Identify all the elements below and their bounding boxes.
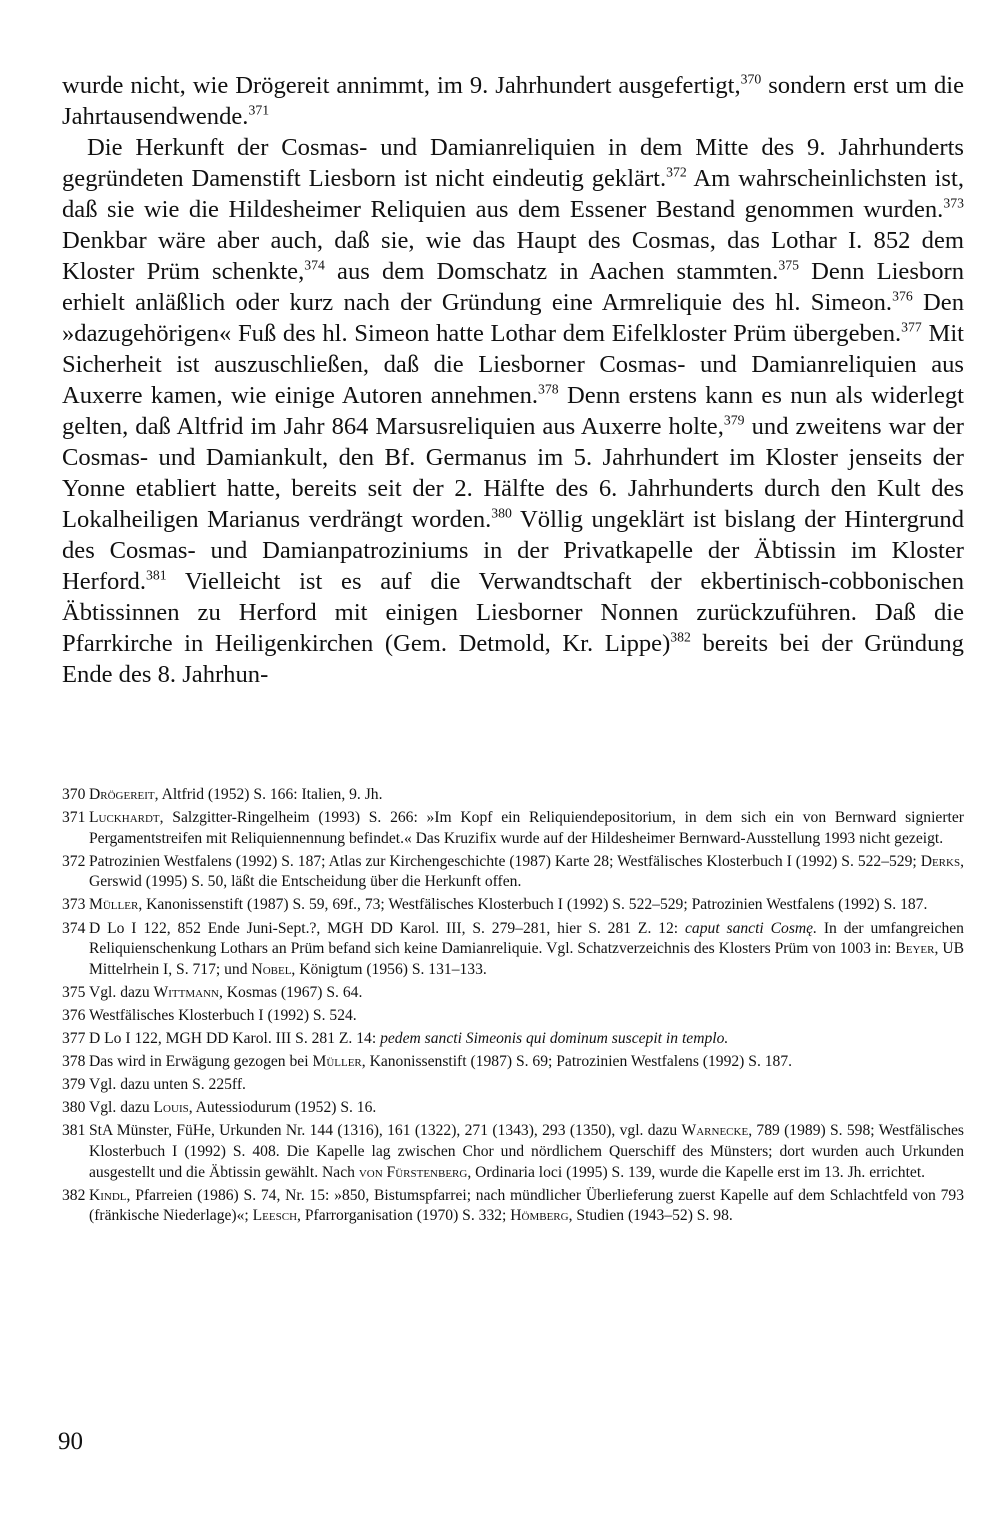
footnote-number: 376 [62,1006,86,1024]
body-note-ref: 373 [943,195,964,211]
footnote-author-name: Louis [153,1099,189,1117]
footnote-number: 372 [62,852,86,870]
body-note-ref: 371 [248,102,270,118]
footnote-author-name: Leesch [252,1207,298,1225]
footnote-text: , Pfarreien (1986) S. 74, Nr. 15: »850, Bistumspfarrei; nach mündlicher Überlieferung zuerst Kapelle auf dem Schlachtfeld von 793 (fränkische Niederlage)«; [89,1186,964,1225]
footnote-author-name: von Fürstenberg [358,1163,468,1181]
footnote-text: , Pfarrorganisation (1970) S. 332; [297,1207,511,1225]
footnote-text: , Autessiodurum (1952) S. 16. [188,1099,377,1117]
body-note-ref: 376 [892,288,913,304]
footnote-text: , Kosmas (1967) S. 64. [218,983,363,1001]
footnote-text: In der umfangreichen Reliquienschenkung Lothars an Prüm befand sich keine Damianreliquie. Vgl. Schatzverzeichnis des Klosters Prüm von 1003 in: [89,919,964,958]
footnote-author-name: Nobel [251,960,292,978]
footnote [62,1006,964,1027]
footnotes-section [62,785,964,1229]
body-note-ref: 382 [670,629,691,645]
footnote-text: , Salzgitter-Ringelheim (1993) S. 266: »Im Kopf ein Reliquiendepositorium, in dem sich ein von Bernward signierter Pergamentstreifen mit Reliquiennennung befindet.« Das Kruzifix wurde auf der Hildesheimer Bernward-Ausstellung 1993 nicht gezeigt. [89,809,964,847]
body-note-ref: 377 [901,319,922,335]
footnote [62,895,964,916]
footnote-text [89,1186,964,1227]
footnote-text: D Lo I 122, 852 Ende Juni-Sept.?, MGH DD Karol. III, S. 279–281, hier S. 281 Z. 12: [89,919,686,937]
footnote-number: 379 [62,1076,86,1094]
footnote-author-name: Müller [89,896,139,914]
footnote-text [89,785,964,806]
footnote-text: , Kanonissenstift (1987) S. 59, 69f., 73; Westfälisches Klosterbuch I (1992) S. 522–529; Patrozinien Westfalens (1992) S. 187. [138,896,928,914]
footnote-text [89,1121,964,1183]
footnote-text: Das wird in Erwägung gezogen bei [89,1053,313,1071]
footnote-text [89,1006,964,1027]
footnote-author-name: Derks [920,852,961,870]
footnote-text: , 789 (1989) S. 598; Westfälisches Klosterbuch I (1992) S. 408. Die Kapelle lag zwischen Chor und nördlichem Querschiff des Münsters; dort wurden auch Urkunden ausgestellt und die Äbtissin gewählt. Nach [89,1122,964,1181]
footnote-text [89,1029,964,1050]
footnote [62,1052,964,1073]
body-text: Völlig ungeklärt ist bislang der Hintergrund des Cosmas- und Damianpatroziniums in der Privatkapelle der Äbtissin im Kloster Herford. [62,506,964,595]
footnote [62,808,964,849]
footnote-number: 377 [62,1030,86,1048]
footnote-text: , UB Mittelrhein I, S. 717; und [89,940,964,978]
footnote-text [89,895,964,916]
body-text: Denn Liesborn erhielt anläßlich oder kurz nach der Gründung eine Armreliquie des hl. Simeon. [62,258,964,316]
footnote-author-name: Hömberg [510,1207,569,1225]
footnote-text [89,1098,964,1119]
footnote-text: , Altfrid (1952) S. 166: Italien, 9. Jh. [154,786,383,803]
footnote-text: Vgl. dazu [89,983,154,1001]
body-note-ref: 372 [666,164,687,180]
footnote-text [89,808,964,849]
footnote [62,919,964,981]
footnote-text [89,1052,964,1073]
body-note-ref: 381 [146,567,167,583]
footnote-number: 378 [62,1053,86,1071]
body-text: Am wahrscheinlichsten ist, daß sie wie die Hildesheimer Reliquien aus dem Essener Bestand genommen wurden. [62,165,964,223]
main-text-body [62,70,964,690]
body-note-ref: 379 [723,412,745,428]
footnote-quote: caput sancti Cosmę. [685,919,817,937]
footnote [62,1098,964,1119]
body-note-ref: 374 [304,257,325,273]
footnote-number: 373 [62,896,86,914]
body-text: Mit Sicherheit ist auszuschließen, daß die Liesborner Cosmas- und Damianreliquien aus Auxerre kamen, wie einige Autoren annehmen. [62,320,964,409]
body-note-ref: 378 [538,381,559,397]
footnote-text: , Königtum (1956) S. 131–133. [291,960,487,978]
footnote-quote: pedem sancti Simeonis qui dominum suscepit in templo. [380,1030,729,1048]
body-text: Denkbar wäre aber auch, daß sie, wie das Haupt des Cosmas, das Lothar I. 852 dem Kloster Prüm schenkte, [62,227,964,285]
footnote-number: 375 [62,983,86,1001]
footnote-text: Westfälisches Klosterbuch I (1992) S. 524. [89,1006,357,1024]
footnote-text [89,919,964,981]
body-paragraph [62,70,964,132]
body-note-ref: 375 [778,257,799,273]
body-text: Denn erstens kann es nun als widerlegt gelten, daß Altfrid im Jahr 864 Marsusreliquien aus Auxerre holte, [62,382,965,440]
footnote-number: 371 [62,809,86,827]
footnote-text [89,852,964,893]
footnote-text: , Kanonissenstift (1987) S. 69; Patrozinien Westfalens (1992) S. 187. [361,1053,793,1071]
body-text: wurde nicht, wie Drögereit annimmt, im 9. Jahrhundert ausgefertigt, [62,72,741,99]
footnote-text: Vgl. dazu unten S. 225ff. [89,1076,246,1094]
page-number: 90 [58,1428,83,1455]
footnote-author-name: Luckhardt [89,809,160,827]
footnote-text: Patrozinien Westfalens (1992) S. 187; Atlas zur Kirchengeschichte (1987) Karte 28; Westfälisches Klosterbuch I (1992) S. 522–529; [89,852,921,870]
footnote-number: 374 [62,919,86,937]
footnote [62,1121,964,1183]
footnote-author-name: Warnecke [681,1122,749,1140]
footnote-text: D Lo I 122, MGH DD Karol. III S. 281 Z. 14: [89,1030,381,1048]
body-text: Den »dazugehörigen« Fuß des hl. Simeon hatte Lothar dem Eifelkloster Prüm übergeben. [62,289,964,347]
footnote [62,1186,964,1227]
body-text: sondern erst um die Jahrtausendwende. [62,72,964,130]
body-note-ref: 380 [491,505,512,521]
footnote-number: 381 [62,1122,86,1140]
footnote-text: StA Münster, FüHe, Urkunden Nr. 144 (1316), 161 (1322), 271 (1343), 293 (1350), vgl. dazu [89,1122,682,1140]
footnote-author-name: Drögereit [89,786,155,803]
body-paragraph [62,132,964,690]
footnote [62,1029,964,1050]
footnote [62,983,964,1004]
footnote-number: 370 [62,786,86,803]
footnote-author-name: Beyer [895,940,935,958]
footnote-text: , Gerswid (1995) S. 50, läßt die Entscheidung über die Herkunft offen. [89,852,964,891]
footnote-number: 380 [62,1099,86,1117]
body-text: und zweitens war der Cosmas- und Damiankult, den Bf. Germanus im 5. Jahrhundert im Kloster jenseits der Yonne etabliert hatte, bereits seit der 2. Hälfte des 6. Jahrhunderts durch den Kult des Lokalheiligen Marianus verdrängt worden. [62,413,964,533]
footnote-author-name: Kindl [89,1186,127,1204]
footnote-text: , Ordinaria loci (1995) S. 139, wurde die Kapelle erst im 13. Jh. errichtet. [467,1163,926,1181]
footnote-text: , Studien (1943–52) S. 98. [568,1207,733,1225]
body-note-ref: 370 [740,71,762,87]
footnote [62,852,964,893]
footnote-text: Vgl. dazu [89,1099,154,1117]
footnote-author-name: Müller [312,1053,362,1071]
body-text: Die Herkunft der Cosmas- und Damianreliquien in dem Mitte des 9. Jahrhunderts gegründeten Damenstift Liesborn ist nicht eindeutig geklärt. [62,134,964,192]
body-text: bereits bei der Gründung Ende des 8. Jahrhun- [62,630,964,688]
footnote-text [89,983,964,1004]
body-text: Vielleicht ist es auf die Verwandtschaft der ekbertinisch-cobbonischen Äbtissinnen zu Herford mit einigen Liesborner Nonnen zurückzuführen. Daß die Pfarrkirche in Heiligenkirchen (Gem. Detmold, Kr. Lippe) [62,568,964,657]
footnote-text [89,1075,964,1096]
footnote [62,785,964,806]
footnote-author-name: Wittmann [153,983,219,1001]
footnote-number: 382 [62,1186,86,1204]
body-text: aus dem Domschatz in Aachen stammten. [324,258,779,285]
footnote [62,1075,964,1096]
